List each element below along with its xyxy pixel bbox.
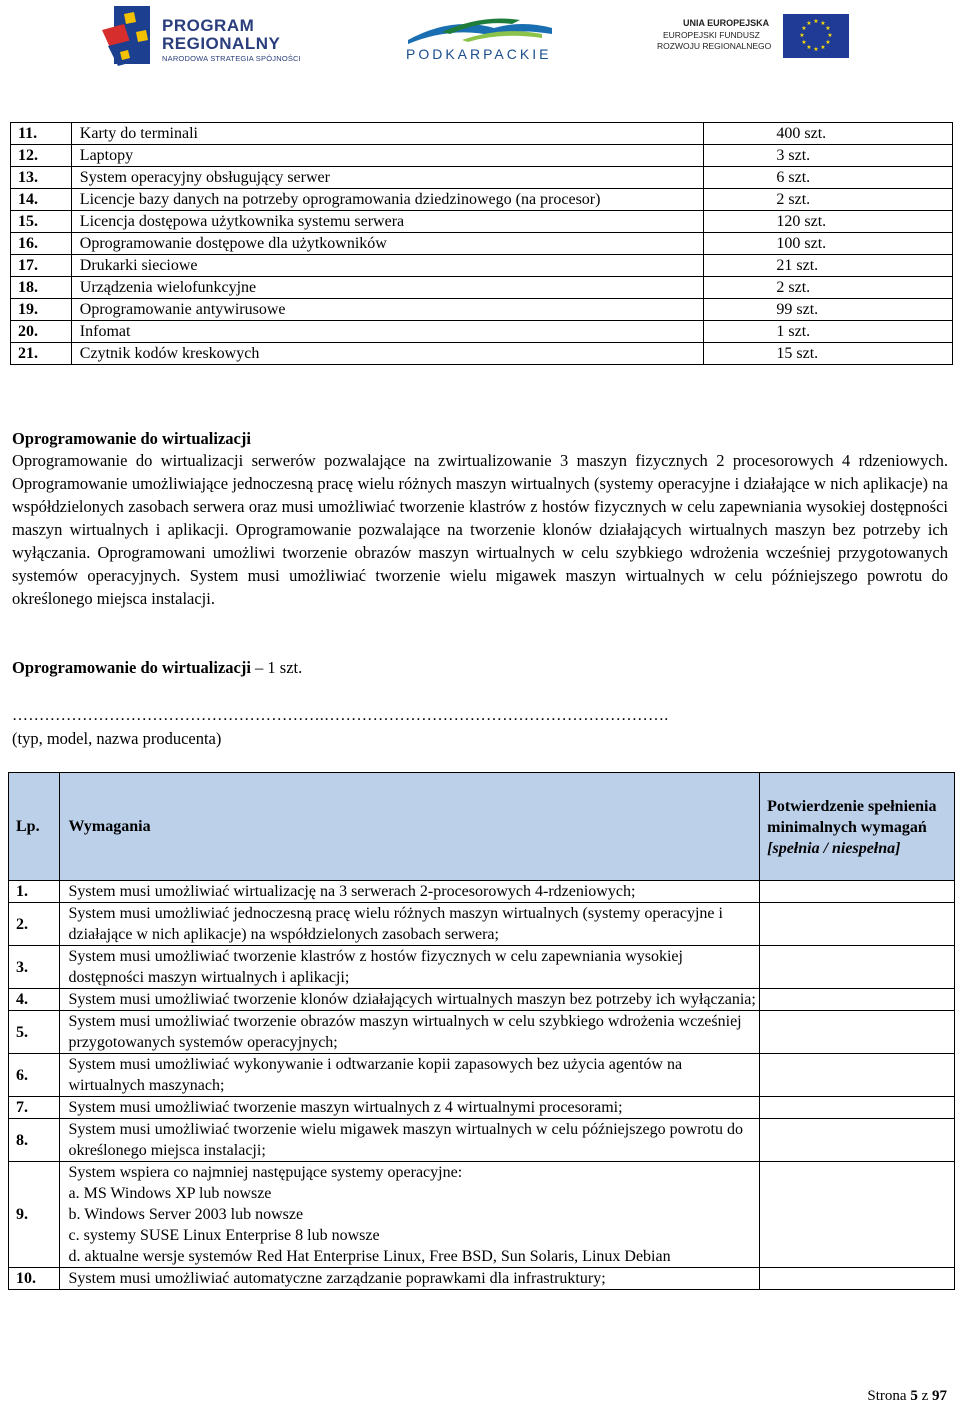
eu-flag-icon bbox=[783, 14, 849, 58]
row-requirement: System musi umożliwiać tworzenie klastrów z hostów fizycznych w celu zapewniania wysokiej dostępności maszyn wirtualnych i aplikacji; bbox=[60, 946, 760, 989]
row-requirement: System musi umożliwiać tworzenie maszyn wirtualnych z 4 wirtualnymi procesorami; bbox=[60, 1097, 760, 1119]
item-number: 17. bbox=[11, 255, 72, 277]
row-requirement: System musi umożliwiać wykonywanie i odtwarzanie kopii zapasowych bez użycia agentów na wirtualnych maszynach; bbox=[60, 1054, 760, 1097]
table-row bbox=[9, 946, 955, 989]
list-item: a. MS Windows XP lub nowsze bbox=[68, 1185, 272, 1202]
table-row bbox=[11, 167, 953, 189]
item-quantity: 2 szt. bbox=[704, 189, 953, 211]
row-number: 10. bbox=[9, 1268, 60, 1290]
item-name: Drukarki sieciowe bbox=[71, 255, 704, 277]
program-regionalny-emblem-icon bbox=[100, 2, 160, 68]
table-row bbox=[9, 1268, 955, 1290]
table-row bbox=[11, 189, 953, 211]
svg-text:★: ★ bbox=[813, 46, 819, 53]
item-name: Urządzenia wielofunkcyjne bbox=[71, 277, 704, 299]
table-row bbox=[11, 233, 953, 255]
table-row bbox=[9, 1054, 955, 1097]
item-quantity: 2 szt. bbox=[704, 277, 953, 299]
row-number: 1. bbox=[9, 881, 60, 903]
table-row bbox=[11, 321, 953, 343]
fill-in-dots: ………………………………………………….………………………………………………………. bbox=[12, 707, 669, 724]
item-quantity: 400 szt. bbox=[704, 123, 953, 145]
item-name: System operacyjny obsługujący serwer bbox=[71, 167, 704, 189]
footer-mid: z bbox=[917, 1388, 932, 1404]
item-name: Karty do terminali bbox=[71, 123, 704, 145]
item-name: Infomat bbox=[71, 321, 704, 343]
row-number: 3. bbox=[9, 946, 60, 989]
row-confirmation[interactable] bbox=[760, 989, 955, 1011]
requirements-table bbox=[8, 772, 955, 1290]
program-label: PROGRAM bbox=[162, 16, 255, 35]
row-confirmation[interactable] bbox=[760, 903, 955, 946]
row-number: 8. bbox=[9, 1119, 60, 1162]
current-page: 5 bbox=[910, 1388, 918, 1404]
row-number: 5. bbox=[9, 1011, 60, 1054]
row-confirmation[interactable] bbox=[760, 1119, 955, 1162]
item-number: 19. bbox=[11, 299, 72, 321]
row-number: 9. bbox=[9, 1162, 60, 1268]
total-pages: 97 bbox=[932, 1388, 947, 1404]
row-requirement: System musi umożliwiać tworzenie wielu migawek maszyn wirtualnych w celu późniejszego powrotu do określonego miejsca instalacji; bbox=[60, 1119, 760, 1162]
header-potwierdzenie-italic: [spełnia / niespełna] bbox=[767, 840, 901, 857]
typ-model-label: (typ, model, nazwa producenta) bbox=[12, 729, 222, 748]
requirements-header-row bbox=[9, 773, 955, 881]
item-name: Oprogramowanie antywirusowe bbox=[71, 299, 704, 321]
header-lp: Lp. bbox=[9, 773, 60, 881]
header-wymagania: Wymagania bbox=[60, 773, 760, 881]
podkarpackie-mountains-icon bbox=[402, 10, 562, 46]
footer-prefix: Strona bbox=[867, 1388, 911, 1404]
item-name: Laptopy bbox=[71, 145, 704, 167]
item-quantity: 6 szt. bbox=[704, 167, 953, 189]
row-number: 7. bbox=[9, 1097, 60, 1119]
item-number: 18. bbox=[11, 277, 72, 299]
row-confirmation[interactable] bbox=[760, 1097, 955, 1119]
efrr-label-1: EUROPEJSKI FUNDUSZ bbox=[663, 30, 760, 40]
unia-europejska-logo bbox=[657, 14, 852, 58]
table-row bbox=[9, 881, 955, 903]
list-item: b. Windows Server 2003 lub nowsze bbox=[68, 1206, 304, 1223]
svg-text:★: ★ bbox=[801, 39, 807, 46]
item-quantity: 100 szt. bbox=[704, 233, 953, 255]
item-name: Licencja dostępowa użytkownika systemu serwera bbox=[71, 211, 704, 233]
strategia-label: NARODOWA STRATEGIA SPÓJNOŚCI bbox=[162, 54, 301, 63]
section-description: Oprogramowanie do wirtualizacji serwerów pozwalające na zwirtualizowanie 3 maszyn fizycznych 2 procesorowych 4 rdzeniowych. Oprogramowanie umożliwiające jednoczesną pracę wielu różnych maszyn wirtualnych (systemy operacyjne i działające w nich aplikacje) na współdzielonych zasobach serwera oraz musi umożliwiać tworzenie klastrów z hostów fizycznych w celu zapewniania wysokiej dostępności maszyn wirtualnych i aplikacji. Oprogramowanie pozwalające na tworzenie klonów działających wirtualnych maszyn bez potrzeby ich wyłączania. Oprogramowani umożliwi tworzenie obrazów maszyn wirtualnych w celu szybkiego wdrożenia wcześniej przygotowanych systemów operacyjnych. System musi umożliwiać tworzenie wielu migawek maszyn wirtualnych w celu późniejszego powrotu do określonego miejsca instalacji. bbox=[12, 451, 948, 608]
efrr-label-2: ROZWOJU REGIONALNEGO bbox=[657, 41, 772, 51]
table-row bbox=[11, 211, 953, 233]
svg-text:★: ★ bbox=[825, 39, 831, 46]
item-number: 21. bbox=[11, 343, 72, 365]
page-footer bbox=[867, 1388, 947, 1405]
svg-text:★: ★ bbox=[820, 20, 826, 27]
list-item: d. aktualne wersje systemów Red Hat Enterprise Linux, Free BSD, Sun Solaris, Linux Debian bbox=[68, 1248, 671, 1265]
quantity-line-bold: Oprogramowanie do wirtualizacji bbox=[12, 658, 251, 677]
item-quantity: 3 szt. bbox=[704, 145, 953, 167]
row-confirmation[interactable] bbox=[760, 1268, 955, 1290]
ue-label: UNIA EUROPEJSKA bbox=[683, 18, 770, 28]
table-row bbox=[9, 989, 955, 1011]
page-header bbox=[0, 0, 960, 80]
list-item: c. systemy SUSE Linux Enterprise 8 lub nowsze bbox=[68, 1227, 380, 1244]
table-row bbox=[9, 1119, 955, 1162]
table-row bbox=[11, 123, 953, 145]
items-table bbox=[10, 122, 953, 365]
item-quantity: 21 szt. bbox=[704, 255, 953, 277]
item-number: 14. bbox=[11, 189, 72, 211]
header-potwierdzenie-text: Potwierdzenie spełnienia minimalnych wymagań bbox=[767, 798, 937, 836]
row-requirement: System musi umożliwiać tworzenie obrazów maszyn wirtualnych w celu szybkiego wdrożenia wcześniej przygotowanych systemów operacyjnych; bbox=[60, 1011, 760, 1054]
table-row bbox=[11, 277, 953, 299]
row-number: 4. bbox=[9, 989, 60, 1011]
row-requirement bbox=[60, 1162, 760, 1268]
item-quantity: 15 szt. bbox=[704, 343, 953, 365]
os-list bbox=[68, 1183, 759, 1267]
row-requirement: System musi umożliwiać wirtualizację na 3 serwerach 2-procesorowych 4-rdzeniowych; bbox=[60, 881, 760, 903]
item-quantity: 99 szt. bbox=[704, 299, 953, 321]
item-quantity: 1 szt. bbox=[704, 321, 953, 343]
row-confirmation[interactable] bbox=[760, 1162, 955, 1268]
quantity-line-rest: – 1 szt. bbox=[250, 658, 303, 677]
svg-text:★: ★ bbox=[825, 25, 831, 32]
table-row bbox=[9, 903, 955, 946]
svg-text:★: ★ bbox=[827, 32, 833, 39]
item-number: 16. bbox=[11, 233, 72, 255]
section-title: Oprogramowanie do wirtualizacji bbox=[12, 429, 251, 448]
row-requirement: System musi umożliwiać tworzenie klonów działających wirtualnych maszyn bez potrzeby ich wyłączania; bbox=[60, 989, 760, 1011]
table-row bbox=[11, 145, 953, 167]
item-number: 15. bbox=[11, 211, 72, 233]
item-name: Licencje bazy danych na potrzeby oprogramowania dziedzinowego (na procesor) bbox=[71, 189, 704, 211]
header-potwierdzenie bbox=[760, 773, 955, 881]
svg-text:★: ★ bbox=[820, 44, 826, 51]
row-number: 2. bbox=[9, 903, 60, 946]
item-number: 12. bbox=[11, 145, 72, 167]
row-number: 6. bbox=[9, 1054, 60, 1097]
table-row bbox=[11, 299, 953, 321]
row-confirmation[interactable] bbox=[760, 1011, 955, 1054]
row-confirmation[interactable] bbox=[760, 946, 955, 989]
row-requirement: System musi umożliwiać jednoczesną pracę wielu różnych maszyn wirtualnych (systemy operacyjne i działające w nich aplikacje) na współdzielonych zasobach serwera; bbox=[60, 903, 760, 946]
row-confirmation[interactable] bbox=[760, 881, 955, 903]
table-row bbox=[9, 1011, 955, 1054]
table-row bbox=[9, 1162, 955, 1268]
svg-text:★: ★ bbox=[801, 25, 807, 32]
table-row bbox=[11, 343, 953, 365]
item-number: 13. bbox=[11, 167, 72, 189]
item-number: 11. bbox=[11, 123, 72, 145]
svg-text:★: ★ bbox=[806, 20, 812, 27]
svg-text:★: ★ bbox=[813, 18, 819, 25]
svg-text:★: ★ bbox=[799, 32, 805, 39]
item-quantity: 120 szt. bbox=[704, 211, 953, 233]
svg-text:★: ★ bbox=[806, 44, 812, 51]
regionalny-label: REGIONALNY bbox=[162, 34, 281, 53]
item-name: Czytnik kodów kreskowych bbox=[71, 343, 704, 365]
program-regionalny-logo bbox=[100, 2, 330, 70]
table-row bbox=[11, 255, 953, 277]
row-confirmation[interactable] bbox=[760, 1054, 955, 1097]
os-intro: System wspiera co najmniej następujące systemy operacyjne: bbox=[68, 1164, 463, 1181]
quantity-line bbox=[12, 656, 948, 679]
item-name: Oprogramowanie dostępowe dla użytkowników bbox=[71, 233, 704, 255]
item-number: 20. bbox=[11, 321, 72, 343]
table-row bbox=[9, 1097, 955, 1119]
podkarpackie-label: PODKARPACKIE bbox=[406, 46, 552, 62]
row-requirement: System musi umożliwiać automatyczne zarządzanie poprawkami dla infrastruktury; bbox=[60, 1268, 760, 1290]
podkarpackie-logo bbox=[402, 10, 562, 66]
